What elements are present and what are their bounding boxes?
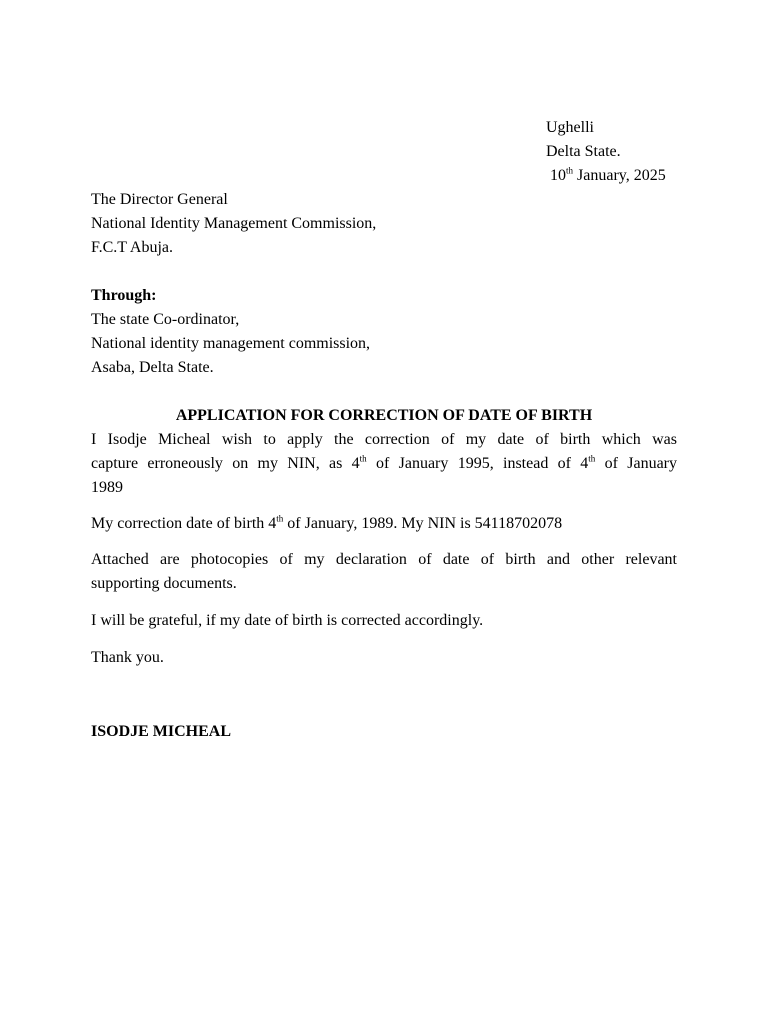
paragraph-3-line2: supporting documents. <box>91 575 237 592</box>
recipient-line3: F.C.T Abuja. <box>91 239 173 256</box>
date-suffix: th <box>566 165 574 176</box>
paragraph-1-line3: 1989 <box>91 479 123 496</box>
through-line1: The state Co-ordinator, <box>91 311 240 328</box>
closing-thanks: Thank you. <box>91 649 164 666</box>
through-line3: Asaba, Delta State. <box>91 359 214 376</box>
paragraph-2 <box>91 512 562 536</box>
signature-name: ISODJE MICHEAL <box>91 723 232 740</box>
p1-line2-text-a: capture erroneously on my NIN, as 4 <box>91 455 360 472</box>
paragraph-3-line1: Attached are photocopies of my declaration of date of birth and other relevant <box>91 551 677 568</box>
paragraph-1-line1: I Isodje Micheal wish to apply the correction of my date of birth which was <box>91 431 677 448</box>
subject-heading: APPLICATION FOR CORRECTION OF DATE OF BIRTH <box>175 407 593 424</box>
p2-sup: th <box>276 513 284 524</box>
p1-line2-text-b: of January 1995, instead of 4 <box>366 455 589 472</box>
date-rest: January, 2025 <box>573 167 666 184</box>
p2-text-a: My correction date of birth 4 <box>91 515 277 532</box>
recipient-line2: National Identity Management Commission, <box>91 215 377 232</box>
date-day: 10 <box>550 167 566 184</box>
letter-date <box>550 164 666 188</box>
through-label: Through: <box>91 287 157 304</box>
p1-line2-sup2: th <box>588 453 596 464</box>
sender-address-line2: Delta State. <box>546 143 621 160</box>
p2-text-b: of January, 1989. My NIN is 54118702078 <box>283 515 563 532</box>
p1-line2-text-c: of January <box>595 455 677 472</box>
paragraph-1-line2 <box>91 452 677 476</box>
through-line2: National identity management commission, <box>91 335 371 352</box>
paragraph-4: I will be grateful, if my date of birth is corrected accordingly. <box>91 612 484 629</box>
recipient-line1: The Director General <box>91 191 228 208</box>
p1-line2-sup1: th <box>359 453 367 464</box>
sender-address-line1: Ughelli <box>546 119 594 136</box>
